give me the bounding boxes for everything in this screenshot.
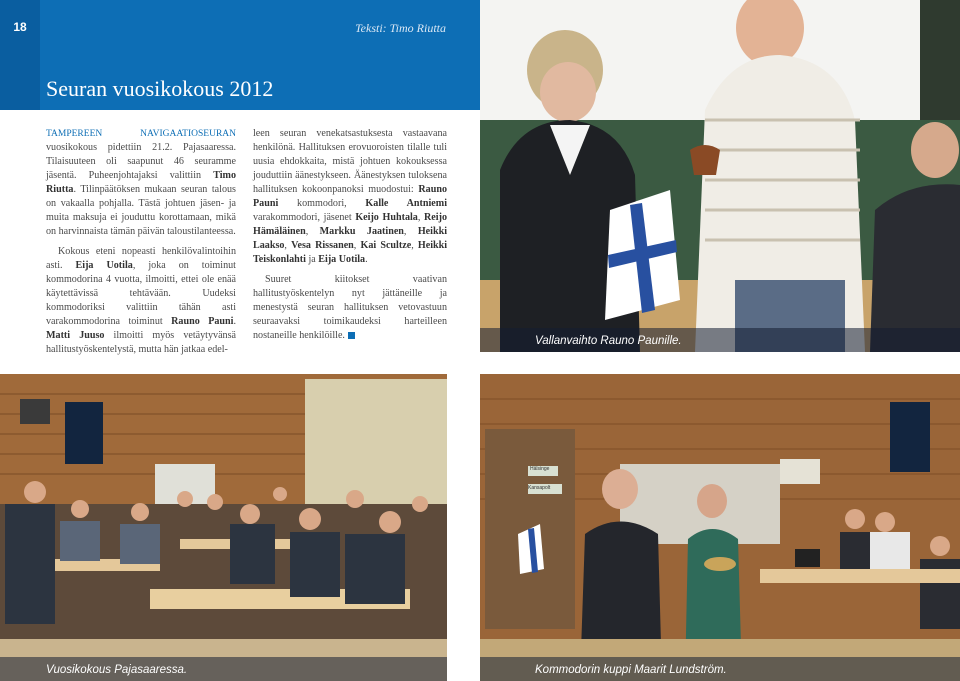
name: Rauno Pauni	[171, 316, 234, 327]
text: , joka on toiminut kommodorina 4 vuotta, ilmoitti, ettei ole enää käytettävissä tehtävään. Uudeksi kommodoriksi valittiin tähän asti varakommodorina toiminut	[46, 260, 236, 327]
photo-caption: Vuosikokous Pajasaaressa.	[46, 664, 188, 676]
name: Rauno Pauni	[253, 184, 447, 209]
paragraph	[46, 127, 236, 239]
text: ja	[305, 254, 319, 265]
text: Kokous eteni nopeasti henkilövalintoihin asti.	[46, 246, 236, 271]
name: Keijo Huhtala	[355, 212, 418, 223]
paragraph	[253, 127, 447, 267]
text: leen seuran venekatsastuksesta vastaavana henkilönä. Hallituksen erovuoroisten tilalle tuli uusia ehdokkaita, mistä johtuen kokouksessa jouduttiin äänestykseen. Äänestyksen tuloksena hallituksen kokoonpanoksi muodostui:	[253, 128, 447, 195]
text: varakommodori, jäsenet	[253, 212, 356, 223]
sign-1: Hälsinge	[530, 466, 550, 472]
name: Vesa Rissanen	[291, 240, 354, 251]
page-number: 18	[13, 20, 27, 34]
name: Reijo Hämäläinen	[253, 212, 447, 237]
photo-meeting-image	[0, 374, 447, 681]
text: ,	[411, 240, 418, 251]
name: Kalle Antniemi	[365, 198, 447, 209]
text: .	[233, 316, 236, 327]
name: Timo Riutta	[46, 170, 236, 195]
text: Suuret kiitokset vaativan hallitustyöskentelyn nyt jättäneille ja menestystä seuran hallituksen vetovastuun seuraavaksi toimikaudeksi harteilleen nostaneille henkilöille.	[253, 274, 447, 341]
text: ,	[305, 226, 320, 237]
article-title: Seuran vuosikokous 2012	[46, 76, 274, 101]
text: ilmoitti myös vetäytyvänsä hallitustyöskentelystä, mutta hän jatkaa edel-	[46, 330, 237, 355]
name: Markku Jaatinen	[319, 226, 404, 237]
name: Heikki Teiskonlahti	[253, 240, 448, 265]
paragraph	[253, 273, 447, 343]
text: ,	[403, 226, 418, 237]
photo-meeting	[0, 374, 447, 681]
text: kommodori,	[278, 198, 366, 209]
text: vuosikokous pidettiin 21.2. Pajasaaressa. Tilaisuuteen oli saapunut 46 seuramme jäsentä. Puheenjohtajaksi valittiin	[46, 142, 236, 181]
text: ,	[417, 212, 425, 223]
photo-handover-image	[480, 0, 960, 352]
name: Heikki Laakso	[253, 226, 447, 251]
photo-caption: Vallanvaihto Rauno Paunille.	[535, 335, 682, 347]
author-credit: Teksti: Timo Riutta	[355, 21, 446, 35]
name: Kai Scultze	[360, 240, 412, 251]
text-column-2	[253, 127, 447, 349]
photo-handover	[480, 0, 960, 352]
paragraph	[46, 245, 236, 357]
photo-cup	[480, 374, 960, 681]
text: . Tilinpäätöksen mukaan seuran talous on vakaalla pohjalla. Tästä johtuen jäsen- ja muita maksuja ei jouduttu korottamaan, mikä on harvinnaista tämän päivän taloustilanteessa.	[46, 184, 236, 237]
name: Eija Uotila	[75, 260, 133, 271]
text: .	[365, 254, 368, 265]
end-mark	[348, 332, 355, 339]
text-column-1	[46, 127, 236, 363]
text: ,	[284, 240, 292, 251]
name: Matti Juuso	[46, 330, 105, 341]
photo-cup-image	[480, 374, 960, 681]
photo-caption: Kommodorin kuppi Maarit Lundström.	[535, 664, 727, 676]
lead-in: TAMPEREEN NAVIGAATIOSEURAN	[46, 129, 236, 139]
sign-2: Kansapolt	[528, 485, 551, 491]
text: ,	[353, 240, 361, 251]
header-banner	[0, 0, 480, 110]
name: Eija Uotila	[318, 254, 366, 265]
page-number-block	[0, 0, 40, 110]
